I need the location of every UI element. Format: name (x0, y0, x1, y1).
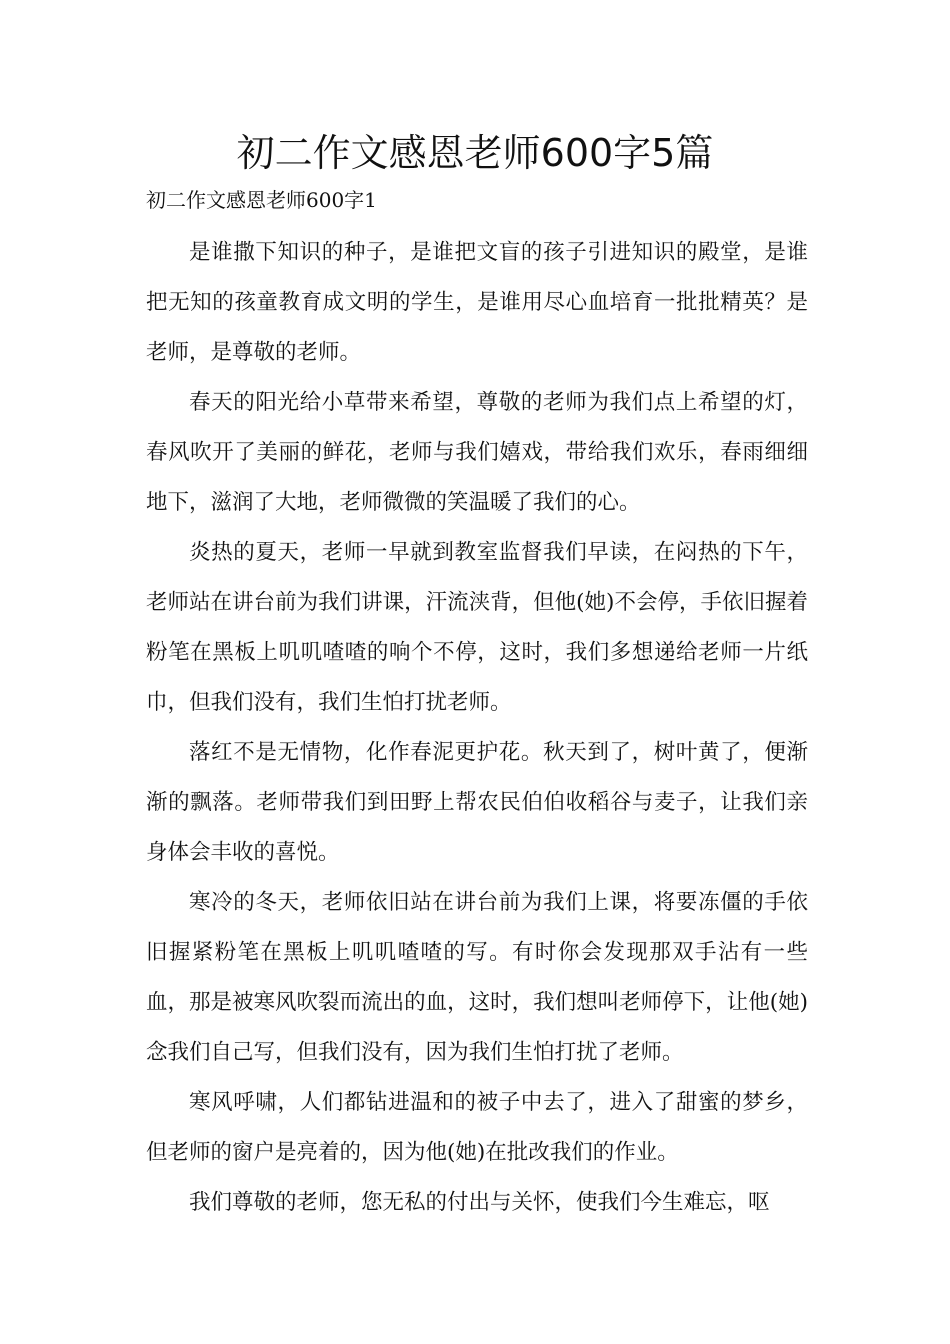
paragraph: 落红不是无情物，化作春泥更护花。秋天到了，树叶黄了，便渐渐的飘落。老师带我们到田野上帮农民伯伯收稻谷与麦子，让我们亲身体会丰收的喜悦。 (146, 740, 808, 865)
document-title: 初二作文感恩老师600字5篇 (236, 131, 714, 175)
paragraph: 炎热的夏天，老师一早就到教室监督我们早读，在闷热的下午，老师站在讲台前为我们讲课，汗流浃背，但他(她)不会停，手依旧握着粉笔在黑板上叽叽喳喳的响个不停，这时，我们多想递给老师一片纸巾，但我们没有，我们生怕打扰老师。 (146, 540, 808, 715)
section-heading: 初二作文感恩老师600字1 (146, 188, 377, 212)
essay-body (146, 228, 808, 1228)
paragraph: 寒风呼啸，人们都钻进温和的被子中去了，进入了甜蜜的梦乡，但老师的窗户是亮着的，因为他(她)在批改我们的作业。 (146, 1090, 808, 1165)
paragraph: 我们尊敬的老师，您无私的付出与关怀，使我们今生难忘，呕 (189, 1190, 770, 1215)
paragraph: 春天的阳光给小草带来希望，尊敬的老师为我们点上希望的灯，春风吹开了美丽的鲜花，老师与我们嬉戏，带给我们欢乐，春雨细细地下，滋润了大地，老师微微的笑温暖了我们的心。 (146, 390, 808, 515)
paragraph: 寒冷的冬天，老师依旧站在讲台前为我们上课，将要冻僵的手依旧握紧粉笔在黑板上叽叽喳喳的写。有时你会发现那双手沾有一些血，那是被寒风吹裂而流出的血，这时，我们想叫老师停下，让他(她)念我们自己写，但我们没有，因为我们生怕打扰了老师。 (146, 890, 808, 1065)
paragraph: 是谁撒下知识的种子，是谁把文盲的孩子引进知识的殿堂，是谁把无知的孩童教育成文明的学生，是谁用尽心血培育一批批精英？是老师，是尊敬的老师。 (146, 240, 808, 365)
